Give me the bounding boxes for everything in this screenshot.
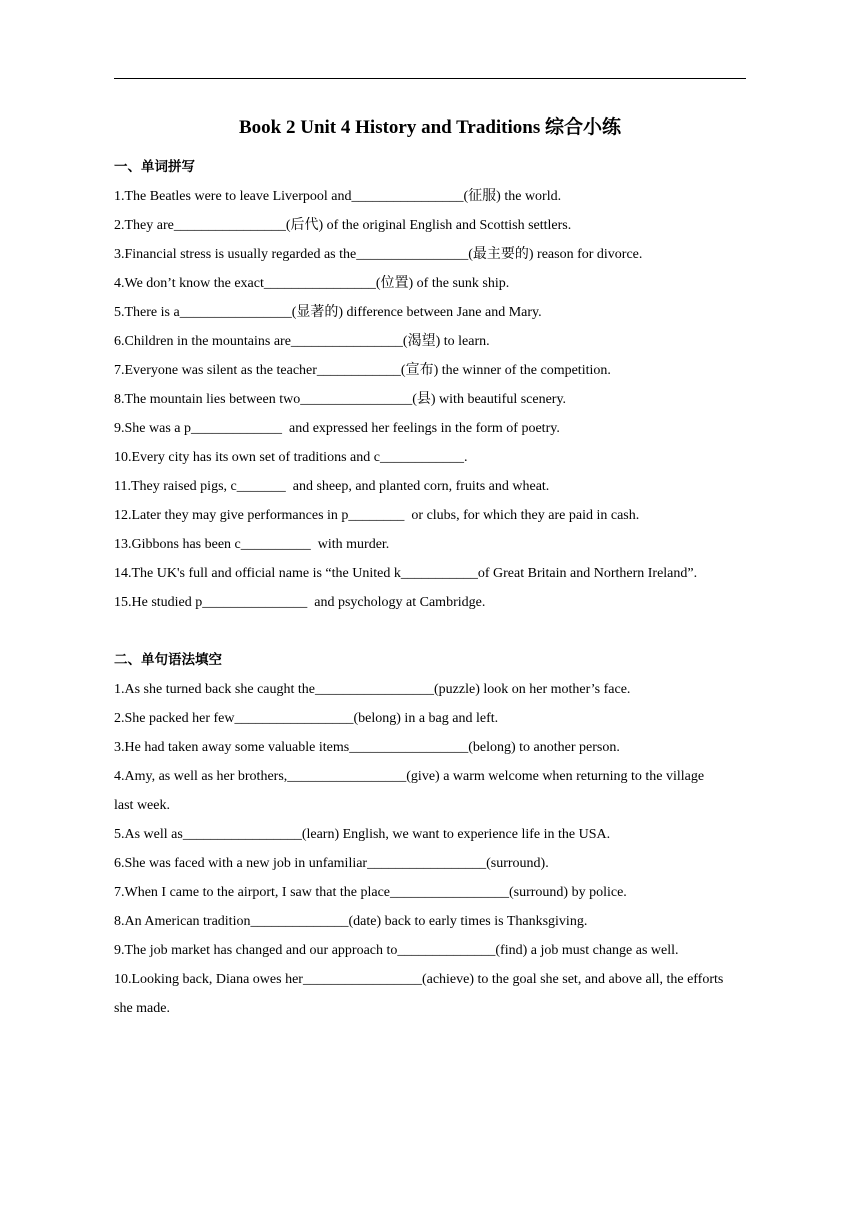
section-heading-vocabulary: 一、单词拼写 — [114, 159, 195, 175]
exercise-item: 7.Everyone was silent as the teacher____________(宣布) the winner of the competition. — [114, 363, 611, 378]
exercise-item: 6.Children in the mountains are________________(渴望) to learn. — [114, 334, 490, 349]
exercise-item: 8.The mountain lies between two________________(县) with beautiful scenery. — [114, 392, 567, 407]
exercise-item: 5.As well as_________________(learn) English, we want to experience life in the USA. — [114, 827, 611, 842]
exercise-item: 4.Amy, as well as her brothers,_________________(give) a warm welcome when returning to the village last week. — [114, 769, 708, 813]
exercise-item: 2.They are________________(后代) of the original English and Scottish settlers. — [114, 218, 572, 233]
page-title: Book 2 Unit 4 History and Traditions 综合小练 — [239, 117, 621, 138]
exercise-item: 9.The job market has changed and our approach to______________(find) a job must change as well. — [114, 943, 679, 958]
worksheet-content — [114, 153, 754, 1023]
exercise-item: 2.She packed her few_________________(belong) in a bag and left. — [114, 711, 499, 726]
exercise-item: 8.An American tradition______________(date) back to early times is Thanksgiving. — [114, 914, 588, 929]
exercise-item: 14.The UK's full and official name is “the United k___________of Great Britain and Northern Ireland”. — [114, 566, 698, 581]
exercise-item: 12.Later they may give performances in p________ or clubs, for which they are paid in cash. — [114, 508, 640, 523]
header-rule — [114, 78, 746, 79]
exercise-item: 1.As she turned back she caught the_________________(puzzle) look on her mother’s face. — [114, 682, 631, 697]
exercise-item: 10.Looking back, Diana owes her_________________(achieve) to the goal she set, and above all, the efforts she made. — [114, 972, 727, 1016]
section-spacer — [114, 617, 754, 646]
exercise-item: 9.She was a p_____________ and expressed her feelings in the form of poetry. — [114, 421, 560, 436]
exercise-item: 13.Gibbons has been c__________ with murder. — [114, 537, 390, 552]
exercise-item: 11.They raised pigs, c_______ and sheep, and planted corn, fruits and wheat. — [114, 479, 550, 494]
exercise-item: 3.Financial stress is usually regarded as the________________(最主要的) reason for divorce. — [114, 247, 643, 262]
exercise-item: 15.He studied p_______________ and psychology at Cambridge. — [114, 595, 486, 610]
exercise-item: 1.The Beatles were to leave Liverpool and________________(征服) the world. — [114, 189, 562, 204]
exercise-item: 10.Every city has its own set of traditions and c____________. — [114, 450, 468, 465]
section-heading-grammar: 二、单句语法填空 — [114, 652, 222, 668]
exercise-item: 6.She was faced with a new job in unfamiliar_________________(surround). — [114, 856, 549, 871]
exercise-item: 3.He had taken away some valuable items_________________(belong) to another person. — [114, 740, 620, 755]
exercise-item: 7.When I came to the airport, I saw that the place_________________(surround) by police. — [114, 885, 627, 900]
exercise-item: 5.There is a________________(显著的) difference between Jane and Mary. — [114, 305, 542, 320]
exercise-item: 4.We don’t know the exact________________(位置) of the sunk ship. — [114, 276, 510, 291]
